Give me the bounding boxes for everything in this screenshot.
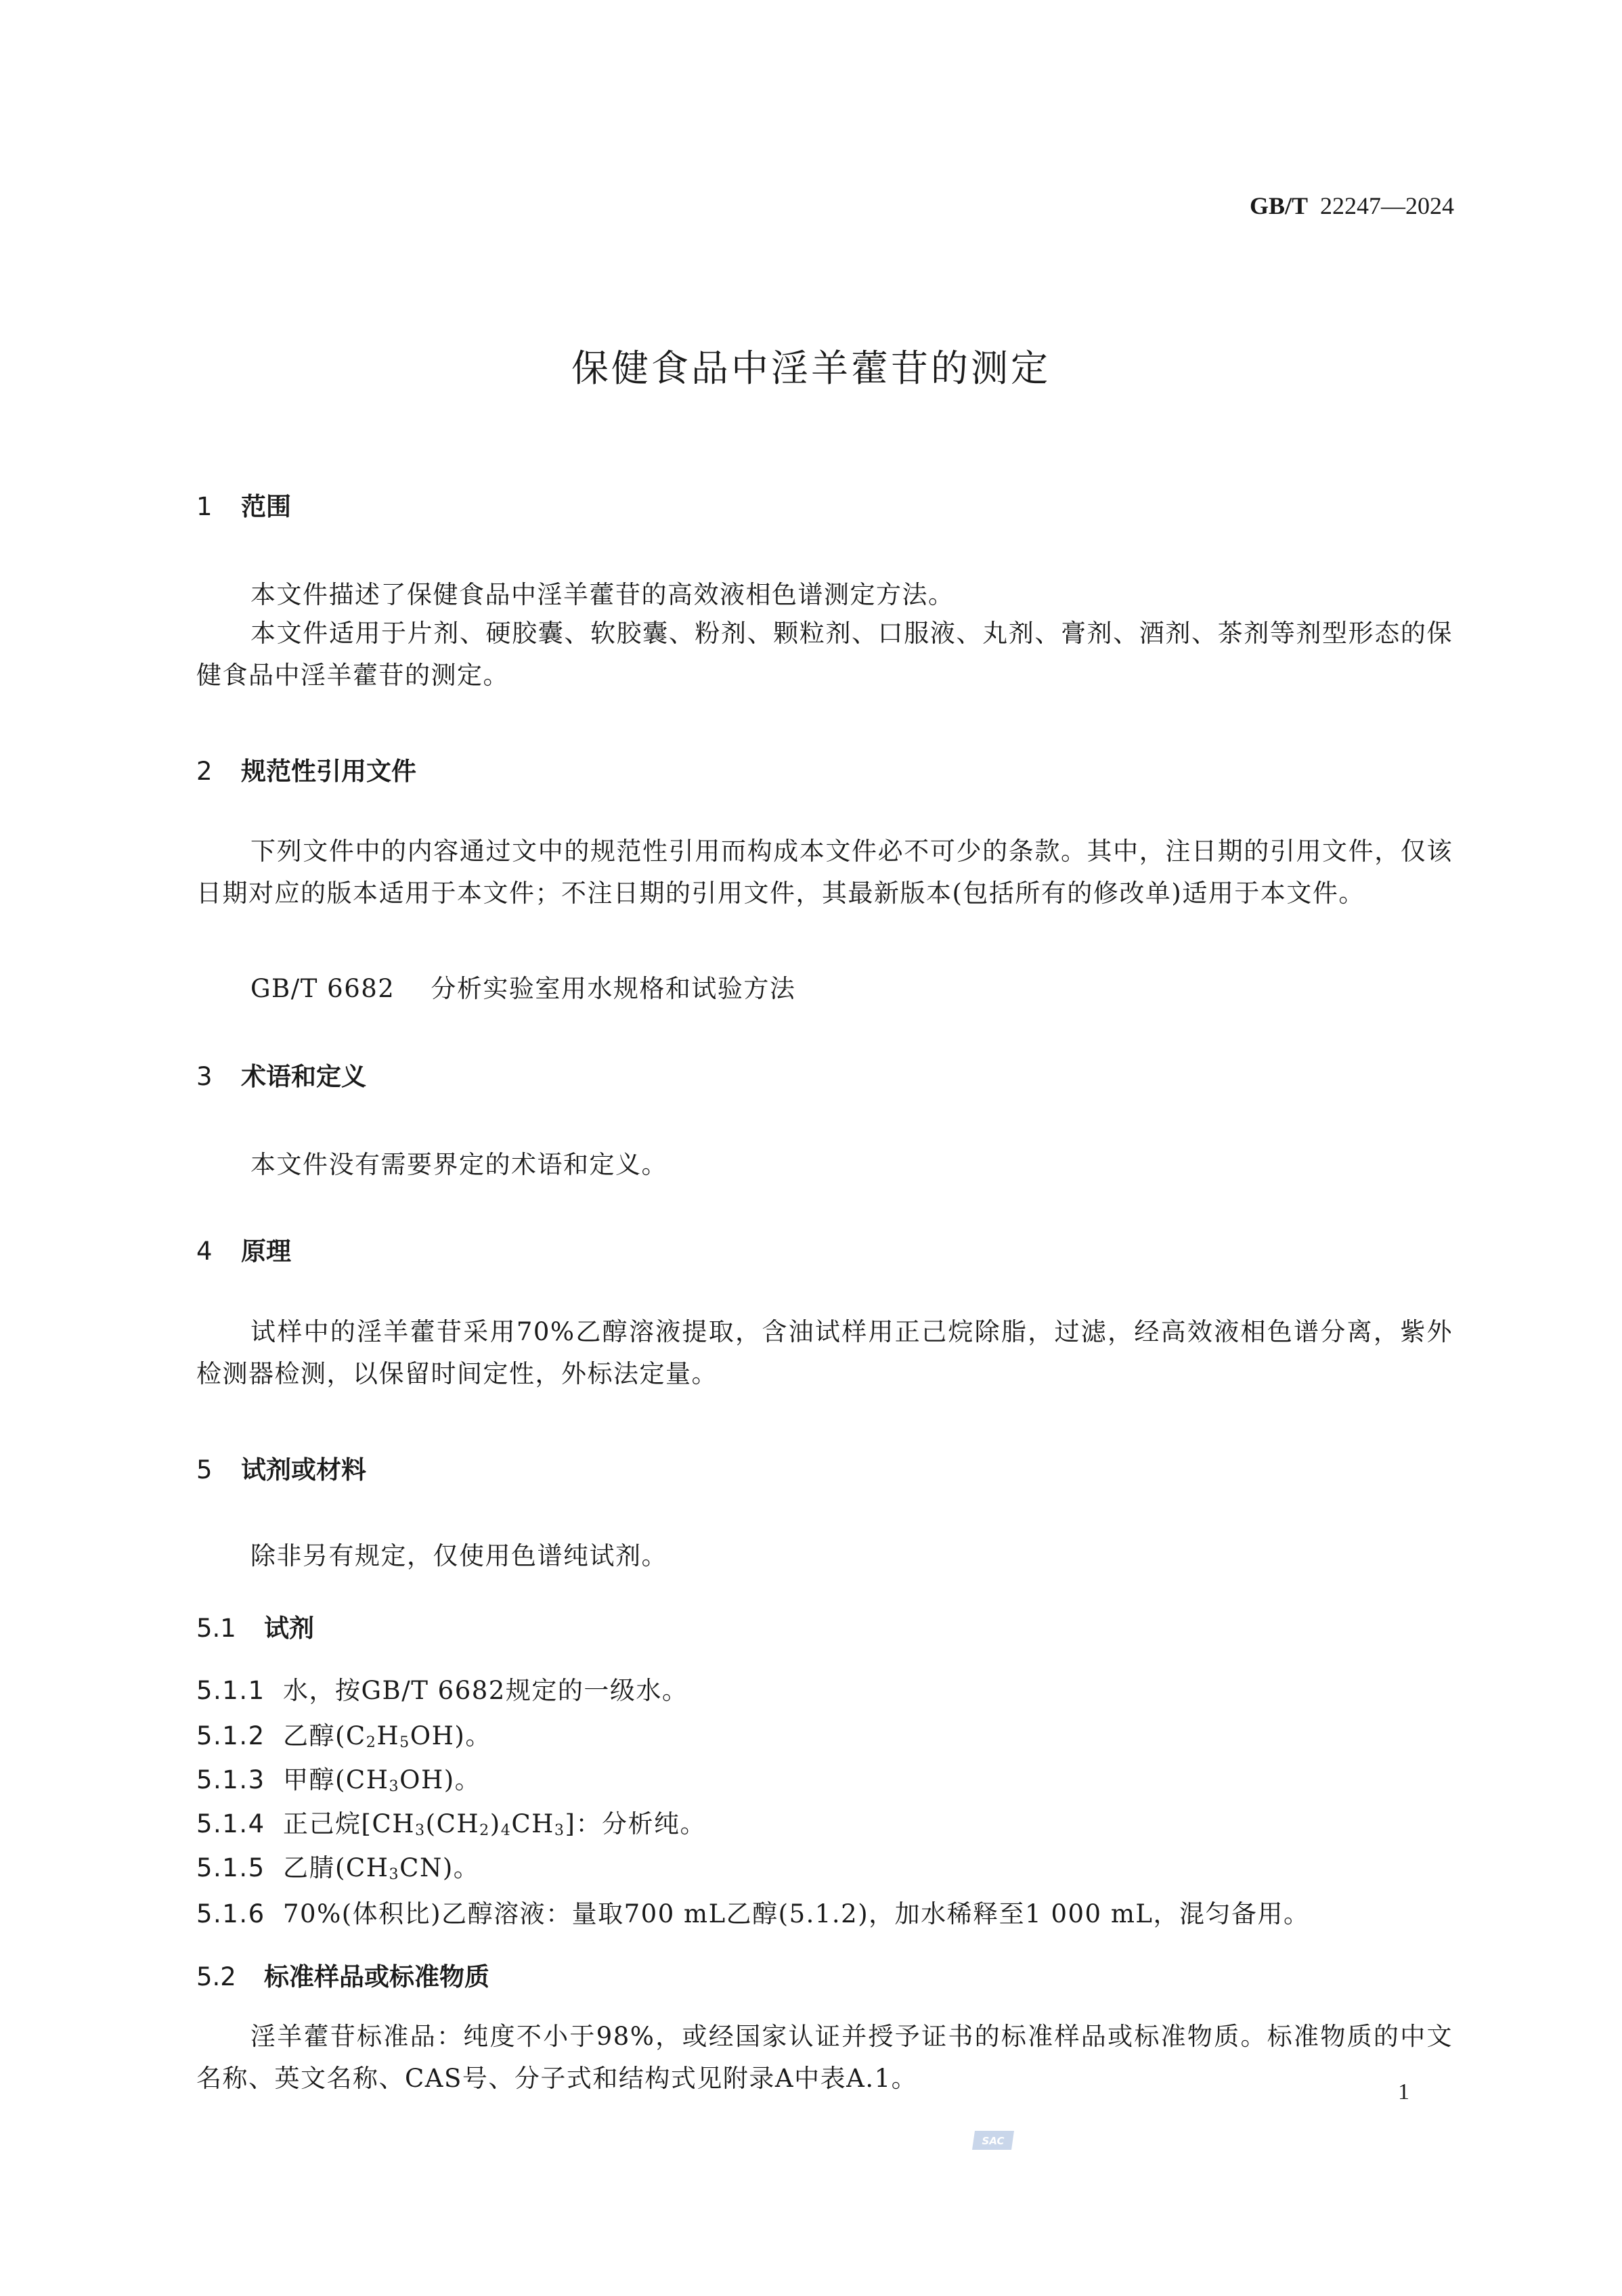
section-3-paragraph-1: 本文件没有需要界定的术语和定义。 bbox=[250, 1150, 667, 1179]
svg-text:SAC: SAC bbox=[982, 2135, 1005, 2147]
section-5-paragraph-1: 除非另有规定，仅使用色谱纯试剂。 bbox=[250, 1541, 667, 1570]
reference-code: GB/T 6682 bbox=[250, 974, 395, 1003]
subsection-5-1-heading: 5.1 试剂 bbox=[196, 1614, 314, 1643]
standard-number: GB/T 22247—2024 bbox=[1249, 192, 1454, 219]
section-3-heading: 3 术语和定义 bbox=[196, 1062, 366, 1091]
reagent-item: 5.1.6 70%(体积比)乙醇溶液：量取700 mL乙醇(5.1.2)，加水稀释至1 000 mL，混匀备用。 bbox=[196, 1899, 1310, 1928]
section-2-heading: 2 规范性引用文件 bbox=[196, 757, 416, 786]
reagent-item: 5.1.5 乙腈$(CH_3CN)$。 bbox=[196, 1853, 480, 1883]
normative-reference bbox=[250, 968, 795, 1005]
section-1-paragraph-1: 本文件描述了保健食品中淫羊藿苷的高效液相色谱测定方法。 bbox=[250, 580, 955, 609]
reference-title: 分析实验室用水规格和试验方法 bbox=[431, 974, 796, 1003]
reagent-item: 5.1.1 水，按GB/T 6682规定的一级水。 bbox=[196, 1676, 688, 1705]
section-2-paragraph-1: 下列文件中的内容通过文中的规范性引用而构成本文件必不可少的条款。其中，注日期的引用文件，仅该日期对应的版本适用于本文件；不注日期的引用文件，其最新版本(包括所有的修改单)适用于本文件。 bbox=[196, 837, 1453, 908]
reagent-item: 5.1.2 乙醇$(C_2H_5OH)$。 bbox=[196, 1721, 491, 1751]
page-number: 1 bbox=[1398, 2079, 1409, 2104]
sac-logo-icon bbox=[969, 2128, 1018, 2152]
section-1-heading: 1 范围 bbox=[196, 492, 291, 521]
subsection-5-2-paragraph-1: 淫羊藿苷标准品：纯度不小于98%，或经国家认证并授予证书的标准样品或标准物质。标准物质的中文名称、英文名称、CAS号、分子式和结构式见附录A中表A.1。 bbox=[196, 2022, 1453, 2093]
section-4-heading: 4 原理 bbox=[196, 1237, 291, 1266]
reagent-item: 5.1.3 甲醇$(CH_3OH)$。 bbox=[196, 1765, 481, 1795]
section-5-heading: 5 试剂或材料 bbox=[196, 1455, 366, 1484]
page-title: 保健食品中淫羊藿苷的测定 bbox=[571, 347, 1051, 390]
reagent-item: 5.1.4 正己烷$[CH_3(CH_2)_4CH_3]$：分析纯。 bbox=[196, 1809, 706, 1839]
section-1-paragraph-2: 本文件适用于片剂、硬胶囊、软胶囊、粉剂、颗粒剂、口服液、丸剂、膏剂、酒剂、茶剂等剂型形态的保健食品中淫羊藿苷的测定。 bbox=[196, 619, 1453, 690]
subsection-5-2-heading: 5.2 标准样品或标准物质 bbox=[196, 1962, 489, 1991]
section-4-paragraph-1: 试样中的淫羊藿苷采用70%乙醇溶液提取，含油试样用正己烷除脂，过滤，经高效液相色谱分离，紫外检测器检测，以保留时间定性，外标法定量。 bbox=[196, 1317, 1453, 1388]
